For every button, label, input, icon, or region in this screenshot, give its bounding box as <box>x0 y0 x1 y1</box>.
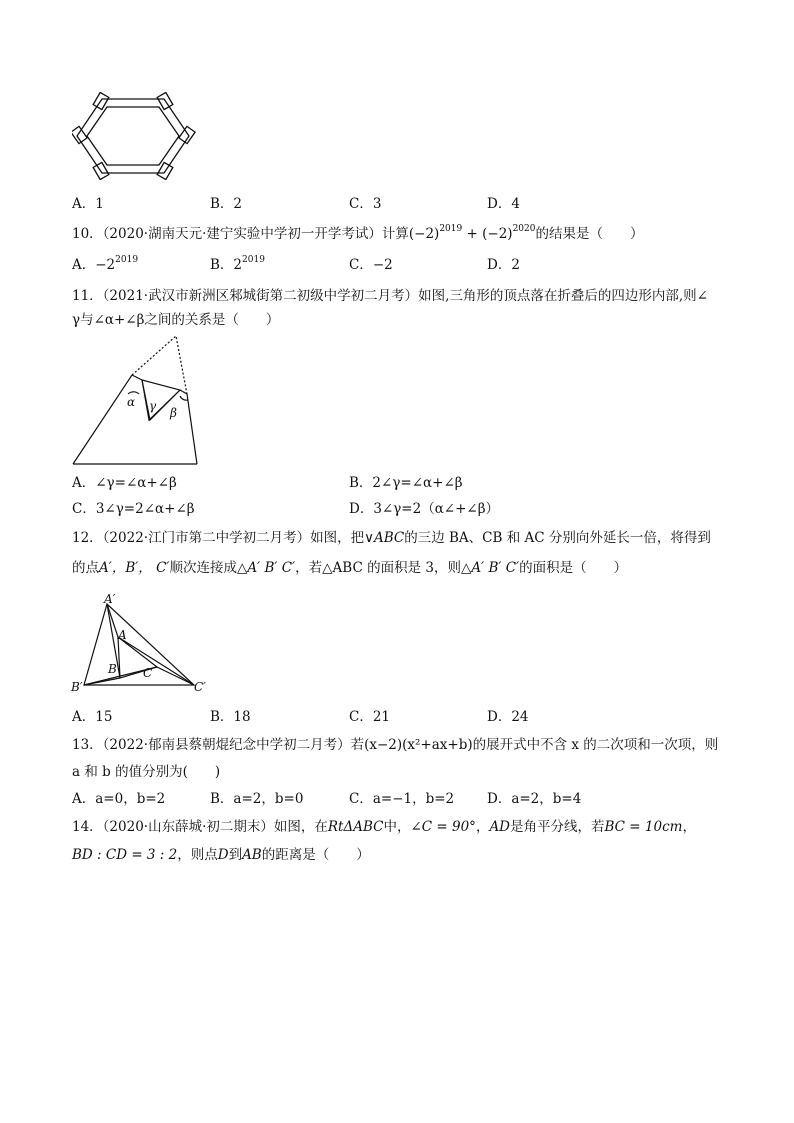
q12-line2-d: 的面积是（ ） <box>519 560 628 576</box>
q14-bc: BC = 10cm <box>604 819 683 835</box>
alpha-label: α <box>127 395 136 409</box>
extended-triangle-figure <box>70 590 210 698</box>
q14-ad: AD <box>489 819 511 835</box>
q14-line2-b: 到 <box>228 847 243 863</box>
q13-option-a[interactable]: A．a=0，b=2 <box>72 791 166 807</box>
q12-line2-a: 的点 <box>72 560 99 576</box>
q14-angle: ∠C = 90° <box>410 819 476 835</box>
q11-option-c[interactable]: C．3∠γ=2∠α+∠β <box>72 501 195 517</box>
q10-exp-b: 2020 <box>512 224 536 234</box>
q14-stem-line1 <box>72 817 696 837</box>
q10-stem <box>72 224 643 244</box>
q12-option-d[interactable]: D．24 <box>487 709 529 725</box>
q10-option-b-exp: 2019 <box>242 255 265 265</box>
q14-line1-e: ， <box>682 819 696 835</box>
q10-option-d[interactable]: D．2 <box>487 257 520 273</box>
q12-option-a[interactable]: A．15 <box>72 709 113 725</box>
q12-points: A′，B′， C′ <box>99 560 170 576</box>
q12-line1-b: 的三边 BA、CB 和 AC 分别向外延长一倍，将得到 <box>404 530 711 546</box>
q13-option-b[interactable]: B．a=2，b=0 <box>210 791 304 807</box>
q10-option-a[interactable] <box>72 255 138 275</box>
q14-line2-a: ，则点 <box>177 847 218 863</box>
q10-expr-a: (−2) <box>408 226 440 242</box>
q14-stem-line2 <box>72 845 370 865</box>
q10-option-c[interactable]: C．−2 <box>349 257 393 273</box>
q10-option-a-text: A．−2 <box>72 257 116 273</box>
q12-option-b[interactable]: B．18 <box>210 709 251 725</box>
q10-plus: + <box>462 226 483 242</box>
q10-option-b[interactable] <box>210 255 265 275</box>
q9-option-d[interactable]: D．4 <box>487 196 520 212</box>
q11-stem-line2: γ与∠α+∠β之间的关系是（ ） <box>72 312 280 328</box>
q9-option-a[interactable]: A．1 <box>72 196 104 212</box>
q12-stem-line1 <box>72 528 711 548</box>
q12-line2-b: 顺次连接成△ <box>169 560 248 576</box>
q12-stem-line2 <box>72 558 627 578</box>
gamma-label: γ <box>149 399 157 413</box>
label-c-prime: C′ <box>194 680 206 694</box>
q14-line1-a: 14．（2020·山东薛城·初二期末）如图，在 <box>72 819 328 835</box>
q10-stem-text: 10．（2020·湖南天元·建宁实验中学初一开学考试）计算 <box>72 226 409 242</box>
q14-ratio: BD : CD = 3 : 2 <box>72 847 178 863</box>
q9-option-c[interactable]: C．3 <box>349 196 382 212</box>
label-a-prime: A′ <box>104 592 116 606</box>
q14-ab: AB <box>242 847 262 863</box>
q13-option-c[interactable]: C．a=−1，b=2 <box>349 791 455 807</box>
q10-expr-b: (−2) <box>482 226 513 242</box>
q14-line1-d: 是角平分线，若 <box>510 819 605 835</box>
q12-triangle: ∨ABC <box>364 530 405 546</box>
q10-stem-end: 的结果是（ ） <box>535 226 644 242</box>
q12-line2-c: ，若△ABC 的面积是 3，则△ <box>295 560 472 576</box>
folded-quadrilateral-figure <box>70 334 210 466</box>
q13-stem-line1: 13．（2022·郁南县蔡朝焜纪念中学初二月考）若(x−2)(x²+ax+b)的展开式中不含 x 的二次项和一次项，则 <box>72 737 719 753</box>
q12-option-c[interactable]: C．21 <box>349 709 391 725</box>
hexagon-sticks-figure <box>72 92 197 180</box>
label-a: A <box>118 628 127 642</box>
q11-stem-line1: 11．（2021·武汉市新洲区邾城街第二初级中学初二月考）如图,三角形的顶点落在折叠后的四边形内部,则∠ <box>72 288 708 304</box>
q12-triangle-prime-2: A′ B′ C′ <box>471 560 520 576</box>
q14-line1-c: ， <box>475 819 490 835</box>
q9-option-b[interactable]: B．2 <box>210 196 243 212</box>
q11-option-a[interactable]: A．∠γ=∠α+∠β <box>72 475 177 491</box>
label-b-prime: B′ <box>71 680 83 694</box>
q12-triangle-prime: A′ B′ C′ <box>247 560 296 576</box>
q13-option-d[interactable]: D．a=2，b=4 <box>487 791 582 807</box>
q11-option-d[interactable]: D．3∠γ=2（α∠+∠β） <box>349 501 500 517</box>
beta-label: β <box>170 406 177 420</box>
label-b: B <box>108 662 117 676</box>
q14-line1-b: 中， <box>383 819 411 835</box>
q12-line1-a: 12．（2022·江门市第二中学初二月考）如图，把 <box>72 530 365 546</box>
q14-rt-triangle: RtΔABC <box>327 819 384 835</box>
q10-exp-a: 2019 <box>439 224 463 234</box>
q10-option-a-exp: 2019 <box>115 255 139 265</box>
label-c: C <box>143 666 153 680</box>
q14-line2-c: 的距离是（ ） <box>261 847 370 863</box>
q14-point-d: D <box>217 847 229 863</box>
q10-option-b-text: B．2 <box>210 257 243 273</box>
q11-option-b[interactable]: B．2∠γ=∠α+∠β <box>349 475 463 491</box>
q13-stem-line2: a 和 b 的值分别为( ) <box>72 764 221 780</box>
